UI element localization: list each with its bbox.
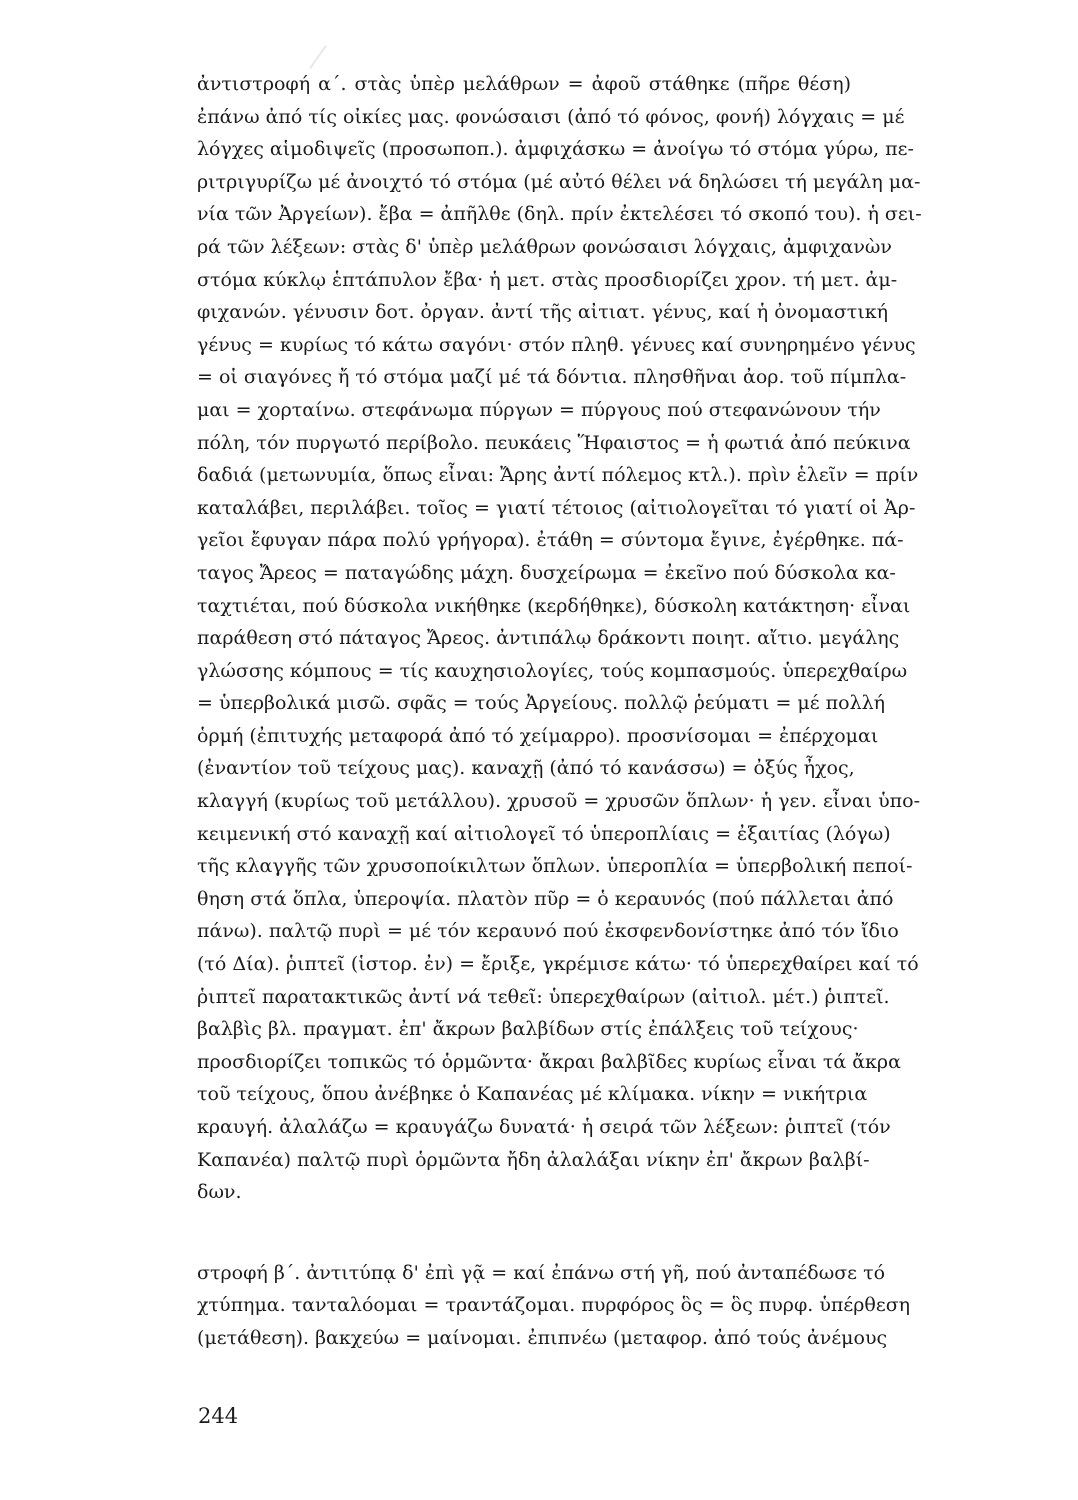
- text-line: τοῦ τείχους, ὅπου ἀνέβηκε ὁ Καπανέας μέ κλίμακα. νίκην = νικήτρια: [197, 1083, 868, 1106]
- text-line: (τό Δία). ῥιπτεῖ (ἱστορ. ἐν) = ἔριξε, γκρέμισε κάτω· τό ὑπερεχθαίρει καί τό: [197, 953, 919, 976]
- commentary-paragraph-strophe-beta: [197, 1257, 911, 1355]
- text-line: κλαγγή (κυρίως τοῦ μετάλλου). χρυσοῦ = χρυσῶν ὅπλων· ἡ γεν. εἶναι ὑπο-: [197, 790, 921, 813]
- text-line: νία τῶν Ἀργείων). ἔβα = ἀπῆλθε (δηλ. πρίν ἐκτελέσει τό σκοπό του). ἡ σει-: [197, 203, 922, 226]
- text-line: θηση στά ὅπλα, ὑπεροψία. πλατὸν πῦρ = ὁ κεραυνός (πού πάλλεται ἀπό: [197, 887, 894, 910]
- text-line: προσδιορίζει τοπικῶς τό ὁρμῶντα· ἄκραι βαλβῖδες κυρίως εἶναι τά ἄκρα: [197, 1050, 901, 1073]
- text-line: Καπανέα) παλτῷ πυρὶ ὁρμῶντα ἤδη ἀλαλάξαι νίκην ἐπ' ἄκρων βαλβί-: [197, 1148, 870, 1171]
- text-line: = οἱ σιαγόνες ἤ τό στόμα μαζί μέ τά δόντια. πλησθῆναι ἀορ. τοῦ πίμπλα-: [197, 366, 907, 389]
- text-line: στόμα κύκλῳ ἑπτάπυλον ἔβα· ἡ μετ. στὰς προσδιορίζει χρον. τή μετ. ἀμ-: [197, 268, 898, 291]
- text-line: ἐπάνω ἀπό τίς οἰκίες μας. φονώσαισι (ἀπό τό φόνος, φονή) λόγχαις = μέ: [197, 105, 905, 128]
- text-line: = ὑπερβολικά μισῶ. σφᾶς = τούς Ἀργείους. πολλῷ ῥεύματι = μέ πολλή: [197, 692, 886, 715]
- text-line: ἀντιστροφή α΄. στὰς ὑπὲρ μελάθρων = ἀφοῦ στάθηκε (πῆρε θέση): [197, 73, 851, 95]
- text-line: χτύπημα. τανταλόομαι = τραντάζομαι. πυρφόρος ὃς = ὃς πυρφ. ὑπέρθεση: [197, 1294, 911, 1317]
- text-line: ταγος Ἄρεος = παταγώδης μάχη. δυσχείρωμα = ἐκεῖνο πού δύσκολα κα-: [197, 561, 896, 584]
- text-line: παράθεση στό πάταγος Ἄρεος. ἀντιπάλῳ δράκοντι ποιητ. αἴτιο. μεγάλης: [197, 627, 900, 650]
- paragraph-gap: [197, 1209, 851, 1257]
- text-line: τῆς κλαγγῆς τῶν χρυσοποίκιλτων ὅπλων. ὑπεροπλία = ὑπερβολική πεποί-: [197, 855, 913, 878]
- text-line: στροφή β΄. ἀντιτύπᾳ δ' ἐπὶ γᾷ = καί ἐπάνω στή γῆ, πού ἀνταπέδωσε τό: [197, 1261, 886, 1284]
- page-number: 244: [198, 1404, 239, 1428]
- commentary-text: [197, 68, 922, 1355]
- text-line: ρά τῶν λέξεων: στὰς δ' ὑπὲρ μελάθρων φονώσαισι λόγχαις, ἀμφιχανὼν: [197, 235, 892, 258]
- text-line: (μετάθεση). βακχεύω = μαίνομαι. ἐπιπνέω (μεταφορ. ἀπό τούς ἀνέμους: [197, 1326, 888, 1349]
- text-line: ριτριγυρίζω μέ ἀνοιχτό τό στόμα (μέ αὐτό θέλει νά δηλώσει τή μεγάλη μα-: [197, 170, 921, 193]
- text-line: δαδιά (μετωνυμία, ὅπως εἶναι: Ἄρης ἀντί πόλεμος κτλ.). πρὶν ἑλεῖν = πρίν: [197, 464, 919, 487]
- text-line: γλώσσης κόμπους = τίς καυχησιολογίες, τούς κομπασμούς. ὑπερεχθαίρω: [197, 659, 908, 682]
- text-line: πάνω). παλτῷ πυρὶ = μέ τόν κεραυνό πού ἐκσφενδονίστηκε ἀπό τόν ἴδιο: [197, 920, 899, 943]
- scan-artifact-mark: [309, 45, 327, 69]
- text-line: κειμενική στό καναχῇ καί αἰτιολογεῖ τό ὑπεροπλίαις = ἐξαιτίας (λόγω): [197, 822, 891, 845]
- text-line: καταλάβει, περιλάβει. τοῖος = γιατί τέτοιος (αἰτιολογεῖται τό γιατί οἱ Ἀρ-: [197, 496, 916, 519]
- commentary-paragraph-antistrophe-alpha: [197, 68, 922, 1209]
- text-line: πόλη, τόν πυργωτό περίβολο. πευκάεις Ἥφαιστος = ἡ φωτιά ἀπό πεύκινα: [197, 431, 911, 454]
- text-line: ὁρμή (ἐπιτυχής μεταφορά ἀπό τό χείμαρρο). προσνίσομαι = ἐπέρχομαι: [197, 724, 879, 747]
- text-line: ταχτιέται, πού δύσκολα νικήθηκε (κερδήθηκε), δύσκολη κατάκτηση· εἶναι: [197, 594, 911, 617]
- text-line: (ἐναντίον τοῦ τείχους μας). καναχῇ (ἀπό τό κανάσσω) = ὀξύς ἦχος,: [197, 757, 855, 780]
- text-line: γεῖοι ἔφυγαν πάρα πολύ γρήγορα). ἐτάθη = σύντομα ἔγινε, ἐγέρθηκε. πά-: [197, 529, 904, 552]
- text-line: φιχανών. γένυσιν δοτ. ὀργαν. ἀντί τῆς αἰτιατ. γένυς, καί ἡ ὀνομαστική: [197, 301, 889, 324]
- text-line: ῥιπτεῖ παρατακτικῶς ἀντί νά τεθεῖ: ὑπερεχθαίρων (αἰτιολ. μέτ.) ῥιπτεῖ.: [197, 985, 890, 1008]
- text-line: γένυς = κυρίως τό κάτω σαγόνι· στόν πληθ. γένυες καί συνηρημένο γένυς: [197, 333, 916, 356]
- text-line: δων.: [197, 1181, 242, 1204]
- text-line: λόγχες αἱμοδιψεῖς (προσωποπ.). ἀμφιχάσκω = ἀνοίγω τό στόμα γύρω, πε-: [197, 138, 914, 161]
- text-line: βαλβὶς βλ. πραγματ. ἐπ' ἄκρων βαλβίδων στίς ἐπάλξεις τοῦ τείχους·: [197, 1018, 859, 1041]
- text-line: μαι = χορταίνω. στεφάνωμα πύργων = πύργους πού στεφανώνουν τήν: [197, 398, 881, 421]
- text-line: κραυγή. ἀλαλάζω = κραυγάζω δυνατά· ἡ σειρά τῶν λέξεων: ῥιπτεῖ (τόν: [197, 1116, 891, 1138]
